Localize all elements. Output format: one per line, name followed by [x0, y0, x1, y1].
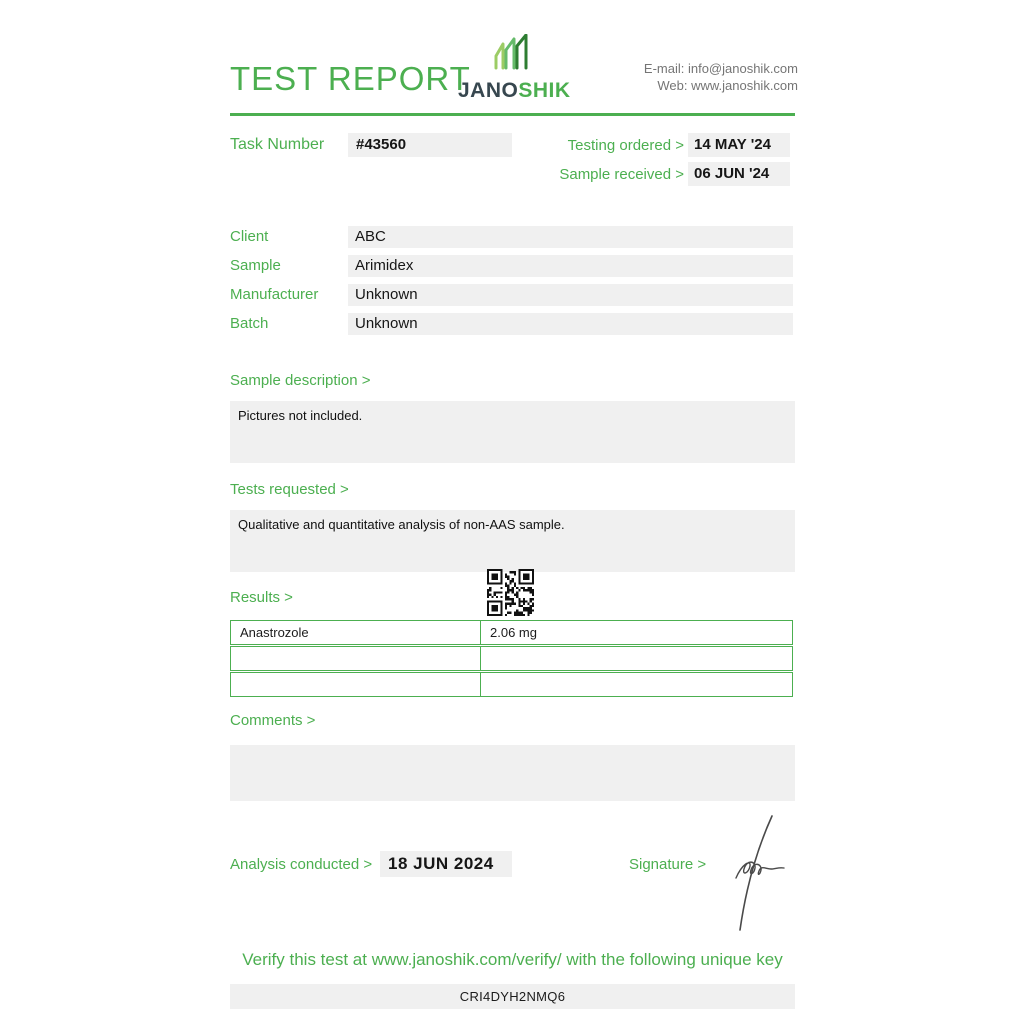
table-row [230, 620, 793, 645]
sample-received-value: 06 JUN '24 [688, 162, 790, 186]
analysis-date-field: 18 JUN 2024 [380, 851, 512, 877]
task-number-field: #43560 [348, 133, 512, 157]
header-divider [230, 113, 795, 116]
email-label: E-mail: [643, 61, 688, 76]
signature-image [720, 812, 792, 941]
result-name-cell [231, 673, 481, 696]
web-label: Web: [657, 78, 692, 93]
sample-received-label: Sample received > [559, 166, 684, 183]
logo-text-jano: JANO [458, 79, 519, 102]
batch-label: Batch [230, 315, 269, 332]
web-value: www.janoshik.com [691, 78, 798, 93]
contact-block [520, 60, 798, 94]
result-name-cell: Anastrozole [231, 621, 481, 644]
manufacturer-value: Unknown [348, 284, 793, 306]
signature-label: Signature > [629, 856, 707, 873]
client-value: ABC [348, 226, 793, 248]
comments-box [230, 745, 795, 801]
result-value-cell [481, 647, 792, 670]
unique-key-field: CRI4DYH2NMQ6 [230, 984, 795, 1009]
sample-description-box: Pictures not included. [230, 401, 795, 463]
logo-text-shik: SHIK [518, 79, 571, 102]
contact-web-line [520, 77, 798, 94]
email-value: info@janoshik.com [687, 61, 798, 76]
analysis-conducted-label: Analysis conducted > [230, 856, 373, 873]
tests-requested-box: Qualitative and quantitative analysis of non-AAS sample. [230, 510, 795, 572]
page-title: TEST REPORT [230, 60, 471, 97]
tests-requested-heading: Tests requested > [230, 481, 349, 498]
task-number-label: Task Number [230, 136, 325, 153]
verify-text: Verify this test at www.janoshik.com/verify/ with the following unique key [242, 950, 783, 969]
results-table [230, 620, 793, 698]
testing-ordered-label: Testing ordered > [567, 137, 684, 154]
manufacturer-label: Manufacturer [230, 286, 319, 303]
table-row [230, 646, 793, 671]
result-name-cell [231, 647, 481, 670]
result-value-cell: 2.06 mg [490, 625, 537, 640]
batch-value: Unknown [348, 313, 793, 335]
qr-code [487, 569, 534, 616]
sample-description-heading: Sample description > [230, 372, 371, 389]
result-value-cell [481, 673, 792, 696]
contact-email-line [520, 60, 798, 77]
testing-ordered-value: 14 MAY '24 [688, 133, 790, 157]
comments-heading: Comments > [230, 712, 316, 729]
sample-value: Arimidex [348, 255, 793, 277]
table-row [230, 672, 793, 697]
client-label: Client [230, 228, 269, 245]
results-heading: Results > [230, 589, 293, 606]
sample-label: Sample [230, 257, 281, 274]
